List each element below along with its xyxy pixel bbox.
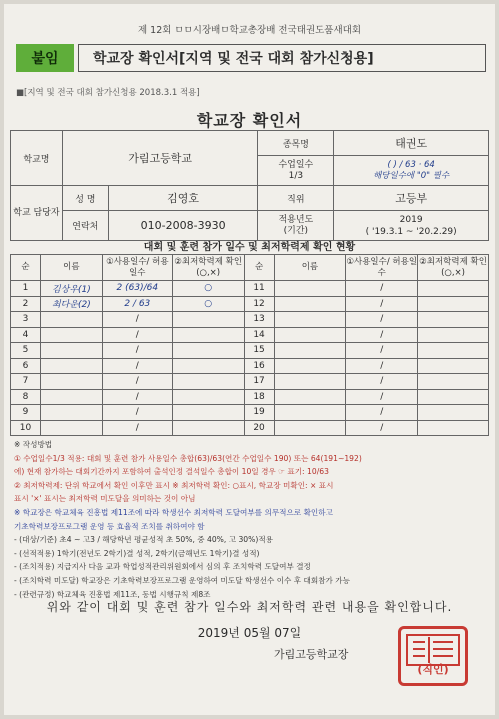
student-name-cell (274, 420, 346, 436)
student-name-cell (274, 374, 346, 390)
days-used-cell: / (346, 343, 418, 359)
note-line: 기초학력보장프로그램 운영 등 효율적 조치를 취하여야 함 (14, 521, 205, 531)
row-number-cell: 1 (11, 281, 41, 297)
student-name-cell (274, 281, 346, 297)
row-number-cell: 6 (11, 358, 41, 374)
student-name-cell: 김상우(1) (40, 281, 102, 297)
min-academic-check-cell (418, 296, 489, 312)
student-name-cell (40, 343, 102, 359)
student-name-cell (274, 358, 346, 374)
year-label-cell (258, 211, 334, 241)
table-row (11, 312, 489, 328)
min-academic-check-cell (418, 358, 489, 374)
student-name-cell (40, 374, 102, 390)
class-days-label: 수업일수 (278, 159, 314, 170)
school-value: 가림고등학교 (62, 131, 258, 186)
year-value-cell (334, 211, 489, 241)
col-no-header-2: 순 (244, 255, 274, 281)
days-used-cell: / (102, 420, 172, 436)
note-line: ① 수업일수1/3 적용: 대회 및 훈련 참가 사용일수 총합(63)/63(연간 수업일수 190) 또는 64(191~192) (14, 453, 362, 463)
days-used-cell: / (102, 343, 172, 359)
min-academic-check-cell (418, 312, 489, 328)
seal-text: (직인) (417, 663, 449, 676)
student-name-cell (274, 296, 346, 312)
min-academic-check-cell (172, 405, 244, 421)
days-used-cell: / (346, 420, 418, 436)
event-value: 태권도 (334, 131, 489, 156)
student-name-cell (40, 420, 102, 436)
min-academic-check-cell (172, 312, 244, 328)
row-number-cell: 7 (11, 374, 41, 390)
min-academic-check-cell (418, 343, 489, 359)
class-days-value-cell (334, 156, 489, 186)
class-days-value: ( ) / 63 · 64 (387, 159, 435, 170)
days-used-cell: / (346, 281, 418, 297)
table-row (11, 420, 489, 436)
min-academic-check-cell (418, 374, 489, 390)
table-row (11, 296, 489, 312)
min-academic-check-cell (172, 389, 244, 405)
col-min-header-2: ②최저학력제 확인(○,×) (418, 255, 489, 281)
days-used-cell: / (102, 389, 172, 405)
student-name-cell (274, 343, 346, 359)
school-info-table (10, 130, 489, 241)
days-used-cell: / (346, 389, 418, 405)
table-row (11, 389, 489, 405)
col-no-header: 순 (11, 255, 41, 281)
period-value: ( '19.3.1 ~ '20.2.29) (365, 226, 457, 237)
row-number-cell: 20 (244, 420, 274, 436)
note-line: - (관련규정) 학교체육 진흥법 제11조, 동법 시행규칙 제8조 (14, 589, 211, 599)
min-academic-check-cell (172, 374, 244, 390)
one-third-label: 1/3 (288, 170, 304, 181)
name-value: 김영호 (108, 186, 258, 211)
min-academic-check-cell: ○ (172, 296, 244, 312)
row-number-cell: 9 (11, 405, 41, 421)
note-line: ② 최저학력제: 단위 학교에서 확인 이후만 표시 ※ 최저학력 확인: ○표시, 학교장 미확인: × 표시 (14, 480, 334, 490)
days-used-cell: / (102, 358, 172, 374)
row-number-cell: 18 (244, 389, 274, 405)
document-title: 학교장 확인서 (196, 111, 303, 130)
year-label: 적용년도 (278, 214, 314, 225)
days-used-cell: / (346, 405, 418, 421)
class-days-cell (258, 156, 334, 186)
attachment-label: 붙임 (16, 44, 74, 72)
table-row (11, 327, 489, 343)
student-name-cell (274, 389, 346, 405)
student-name-cell (40, 389, 102, 405)
col-days-header-2: ①사용일수/ 허용일수 (346, 255, 418, 281)
min-academic-check-cell (418, 420, 489, 436)
student-name-cell (40, 327, 102, 343)
min-academic-check-cell (418, 327, 489, 343)
student-name-cell (40, 312, 102, 328)
status-title: 대회 및 훈련 참가 일수 및 최저학력제 확인 현황 (143, 242, 356, 253)
note-line: ※ 작성방법 (14, 440, 53, 449)
form-note: ■[지역 및 전국 대회 참가신청용 2018.3.1 적용] (16, 88, 200, 98)
days-used-cell: / (346, 327, 418, 343)
note-line: 에) 현재 참가하는 대회기간까지 포함하여 출석인정 결석일수 총합이 10일 경우 ☞ 표기: 10/63 (14, 467, 329, 477)
row-number-cell: 12 (244, 296, 274, 312)
min-academic-check-cell (418, 405, 489, 421)
name-label: 성 명 (62, 186, 108, 211)
row-number-cell: 16 (244, 358, 274, 374)
status-header-row (11, 255, 489, 281)
note-line: ※ 학교장은 학교체육 진흥법 제11조에 따라 학생선수 최저학력 도달여부를 의무적으로 확인하고 (14, 507, 333, 517)
issue-date: 2019년 05월 07일 (197, 626, 302, 640)
days-used-cell: 2 / 63 (102, 296, 172, 312)
student-name-cell (274, 405, 346, 421)
col-name-header-2: 이름 (274, 255, 346, 281)
note-line: 표시 '×' 표시는 최저학력 미도달을 의미하는 것이 아님 (14, 494, 196, 504)
min-academic-check-cell (172, 327, 244, 343)
event-title: 제 12회 ㅁㅁ시장배ㅁ학교총장배 전국태권도품새대회 (137, 25, 362, 36)
official-seal (398, 626, 468, 686)
row-number-cell: 5 (11, 343, 41, 359)
row-number-cell: 4 (11, 327, 41, 343)
col-days-header: ①사용일수/ 허용일수 (102, 255, 172, 281)
position-label: 직위 (258, 186, 334, 211)
days-used-cell: / (102, 327, 172, 343)
days-used-cell: / (346, 374, 418, 390)
year-value: 2019 (399, 214, 423, 225)
table-row (11, 343, 489, 359)
days-used-cell: 2 (63)/64 (102, 281, 172, 297)
row-number-cell: 2 (11, 296, 41, 312)
row-number-cell: 15 (244, 343, 274, 359)
seal-pattern-icon (405, 633, 461, 667)
student-name-cell (274, 327, 346, 343)
student-name-cell (274, 312, 346, 328)
period-label: (기간) (283, 225, 309, 236)
document-page (4, 4, 495, 715)
min-academic-check-cell (172, 343, 244, 359)
row-number-cell: 13 (244, 312, 274, 328)
instructions-notes (14, 438, 488, 601)
table-row (11, 281, 489, 297)
student-name-cell (40, 358, 102, 374)
contact-label: 연락처 (62, 211, 108, 241)
min-academic-check-cell (172, 420, 244, 436)
class-days-note: 해당일수에 "0" 필수 (373, 170, 450, 181)
row-number-cell: 8 (11, 389, 41, 405)
days-used-cell: / (346, 358, 418, 374)
row-number-cell: 11 (244, 281, 274, 297)
days-used-cell: / (102, 312, 172, 328)
row-number-cell: 17 (244, 374, 274, 390)
min-academic-check-cell: ○ (172, 281, 244, 297)
note-line: - (선적적용) 1학기(전년도 2학기)결 성적, 2학기(금해년도 1학기)결 성적) (14, 548, 260, 558)
student-name-cell (40, 405, 102, 421)
student-name-cell: 최다운(2) (40, 296, 102, 312)
note-line: - (대상/기준) 초4 ~ 고3 / 해당학년 평균성적 초 50%, 중 40%, 고 30%)적용 (14, 535, 273, 545)
principal-signature-line: 가림고등학교장 (274, 648, 349, 661)
min-academic-check-cell (172, 358, 244, 374)
col-min-header: ②최저학력제 확인(○,×) (172, 255, 244, 281)
manager-label: 학교 담당자 (11, 186, 63, 241)
note-line: - (조치적용) 지급지사 다음 교과 학업성적관리위원회에서 심의 후 조치학력 도달여부 결정 (14, 562, 311, 572)
min-academic-check-cell (418, 389, 489, 405)
days-used-cell: / (102, 405, 172, 421)
table-row (11, 405, 489, 421)
col-name-header: 이름 (40, 255, 102, 281)
table-row (11, 374, 489, 390)
row-number-cell: 14 (244, 327, 274, 343)
table-row (11, 358, 489, 374)
note-line: - (조치학력 미도달) 학교장은 기초학력보장프로그램 운영하여 미도달 학생선수 이수 후 대회참가 가능 (14, 575, 350, 585)
event-label: 종목명 (258, 131, 334, 156)
min-academic-check-cell (418, 281, 489, 297)
position-value: 고등부 (334, 186, 489, 211)
participation-status-table (10, 254, 489, 436)
row-number-cell: 10 (11, 420, 41, 436)
row-number-cell: 3 (11, 312, 41, 328)
confirmation-statement: 위와 같이 대회 및 훈련 참가 일수와 최저학력 관련 내용을 확인합니다. (46, 600, 453, 614)
days-used-cell: / (102, 374, 172, 390)
form-title: 학교장 확인서[지역 및 전국 대회 참가신청용] (78, 44, 486, 72)
row-number-cell: 19 (244, 405, 274, 421)
days-used-cell: / (346, 312, 418, 328)
days-used-cell: / (346, 296, 418, 312)
school-label: 학교명 (11, 131, 63, 186)
contact-value: 010-2008-3930 (108, 211, 258, 241)
